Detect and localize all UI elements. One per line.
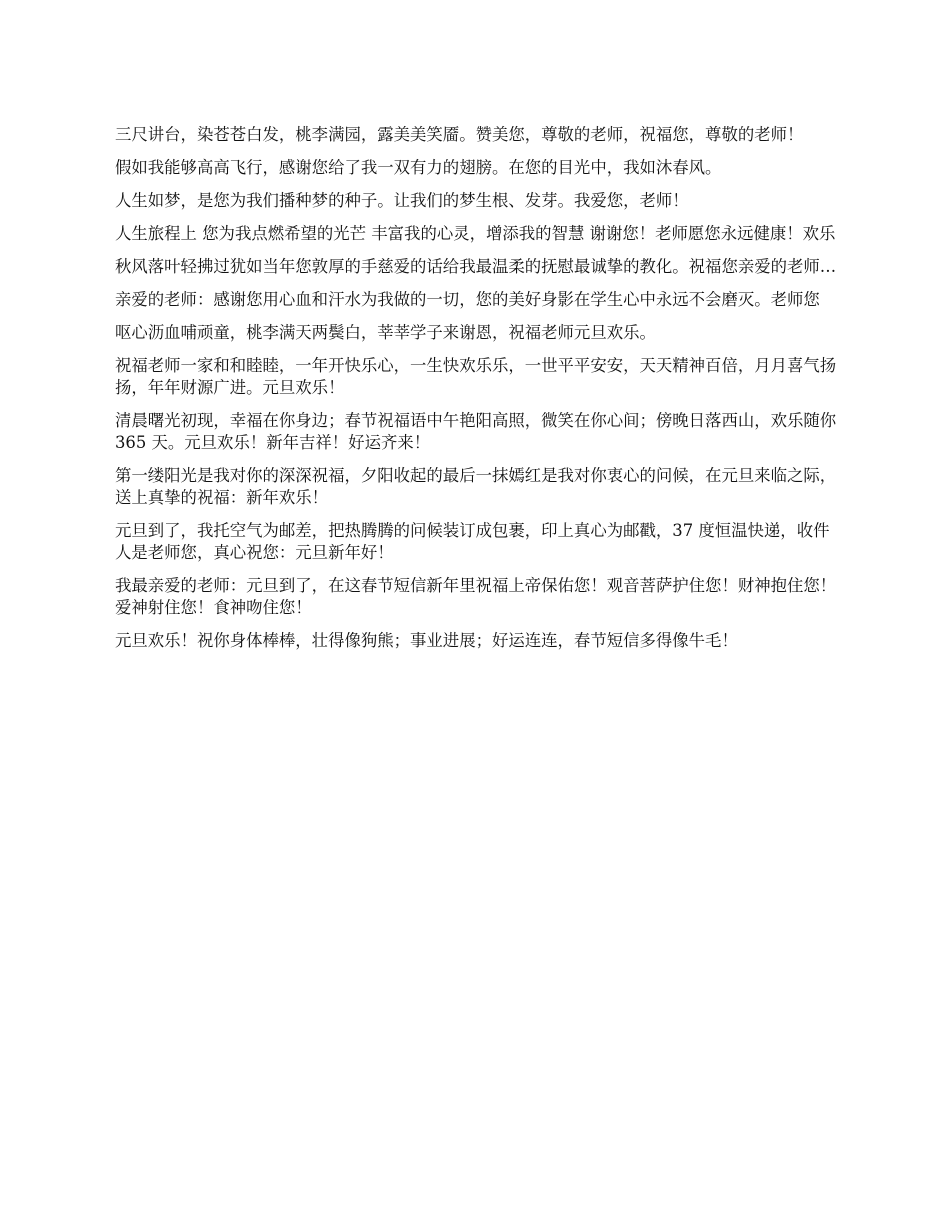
paragraph-2: 假如我能够高高飞行，感谢您给了我一双有力的翅膀。在您的目光中，我如沐春风。 <box>115 158 722 177</box>
document-body <box>115 124 840 663</box>
paragraph-12: 我最亲爱的老师：元旦到了，在这春节短信新年里祝福上帝保佑您！观音菩萨护住您！财神抱住您！爱神射住您！食神吻住您！ <box>115 576 837 617</box>
paragraph-4: 人生旅程上 您为我点燃希望的光芒 丰富我的心灵，增添我的智慧 谢谢您！老师愿您永远健康！欢乐 <box>115 224 836 243</box>
paragraph-8: 祝福老师一家和和睦睦，一年开快乐心，一生快欢乐乐，一世平平安安，天天精神百倍，月月喜气扬扬，年年财源广进。元旦欢乐！ <box>115 356 837 397</box>
paragraph-1: 三尺讲台，染苍苍白发，桃李满园，露美美笑靥。赞美您，尊敬的老师，祝福您，尊敬的老师！ <box>115 125 804 144</box>
paragraph-6: 亲爱的老师：感谢您用心血和汗水为我做的一切，您的美好身影在学生心中永远不会磨灭。老师您 <box>115 290 820 309</box>
paragraph-9: 清晨曙光初现，幸福在你身边；春节祝福语中午艳阳高照，微笑在你心间；傍晚日落西山，欢乐随你 365 天。元旦欢乐！新年吉祥！好运齐来！ <box>115 411 842 452</box>
paragraph-5: 秋风落叶轻拂过犹如当年您敦厚的手慈爱的话给我最温柔的抚慰最诚挚的教化。祝福您亲爱的老师… <box>115 257 837 276</box>
paragraph-3: 人生如梦，是您为我们播种梦的种子。让我们的梦生根、发芽。我爱您，老师！ <box>115 191 689 210</box>
paragraph-13: 元旦欢乐！祝你身体棒棒，壮得像狗熊；事业进展；好运连连，春节短信多得像牛毛！ <box>115 631 738 650</box>
paragraph-7: 呕心沥血哺顽童，桃李满天两鬓白，莘莘学子来谢恩，祝福老师元旦欢乐。 <box>115 323 656 342</box>
paragraph-11: 元旦到了，我托空气为邮差，把热腾腾的问候装订成包裹，印上真心为邮戳，37 度恒温快递，收件人是老师您，真心祝您：元旦新年好！ <box>115 521 830 562</box>
paragraph-10: 第一缕阳光是我对你的深深祝福，夕阳收起的最后一抹嫣红是我对你衷心的问候，在元旦来临之际，送上真挚的祝福：新年欢乐！ <box>115 466 837 507</box>
